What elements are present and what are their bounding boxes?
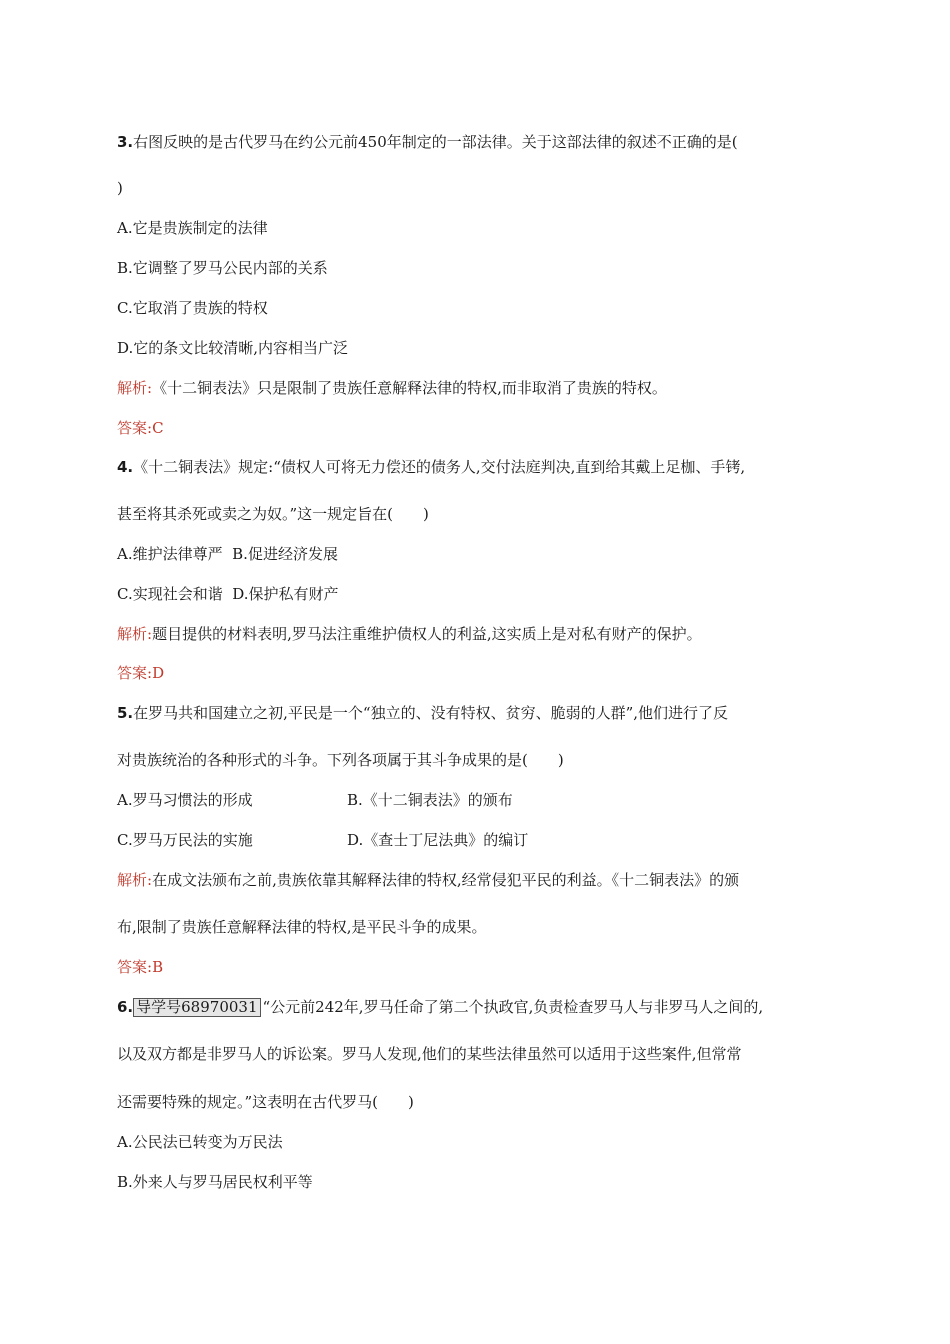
q3-option-c: C.它取消了贵族的特权 xyxy=(117,299,268,317)
q4-option-b: B.促进经济发展 xyxy=(232,545,338,563)
q6-stem-line1 xyxy=(117,997,763,1017)
q6-option-a: A.公民法已转变为万民法 xyxy=(117,1133,283,1151)
q6-stem-line3: 还需要特殊的规定。”这表明在古代罗马( ) xyxy=(117,1093,414,1111)
q4-answer-label: 答案: xyxy=(117,664,153,682)
q5-stem-text1: 在罗马共和国建立之初,平民是一个“独立的、没有特权、贫穷、脆弱的人群”,他们进行了反 xyxy=(133,704,729,722)
q5-option-d: D.《查士丁尼法典》的编订 xyxy=(347,831,529,849)
q5-options-row2 xyxy=(117,830,817,850)
q5-answer-label: 答案: xyxy=(117,958,153,976)
q3-analysis-label: 解析: xyxy=(117,379,153,397)
q5-option-a: A.罗马习惯法的形成 xyxy=(117,791,253,809)
q4-analysis-label: 解析: xyxy=(117,625,153,643)
q4-stem-line2: 甚至将其杀死或卖之为奴。”这一规定旨在( ) xyxy=(117,505,429,523)
q6-stem-line2: 以及双方都是非罗马人的诉讼案。罗马人发现,他们的某些法律虽然可以适用于这些案件,但常常 xyxy=(117,1045,742,1063)
q4-stem-line1 xyxy=(117,457,745,477)
q3-answer-value: C xyxy=(152,419,164,437)
q4-option-d: D.保护私有财产 xyxy=(232,585,339,603)
q5-answer xyxy=(117,957,163,977)
q3-analysis-text: 《十二铜表法》只是限制了贵族任意解释法律的特权,而非取消了贵族的特权。 xyxy=(152,379,667,397)
q3-stem-line2: ) xyxy=(117,179,123,197)
q6-number: 6. xyxy=(117,998,134,1016)
q4-analysis xyxy=(117,624,702,644)
q4-option-c: C.实现社会和谐 xyxy=(117,585,223,603)
q4-options-row1 xyxy=(117,544,338,564)
q5-options-row1 xyxy=(117,790,817,810)
q5-answer-value: B xyxy=(152,958,164,976)
q5-analysis-label: 解析: xyxy=(117,871,153,889)
q5-analysis-line2: 布,限制了贵族任意解释法律的特权,是平民斗争的成果。 xyxy=(117,918,487,936)
q3-stem-line1 xyxy=(117,132,738,152)
q5-analysis-line1 xyxy=(117,870,739,890)
q5-number: 5. xyxy=(117,704,134,722)
q3-analysis xyxy=(117,378,667,398)
q4-stem-text1: 《十二铜表法》规定:“债权人可将无力偿还的债务人,交付法庭判决,直到给其戴上足枷、手铐, xyxy=(133,458,746,476)
q4-answer xyxy=(117,663,164,683)
q5-analysis-text1: 在成文法颁布之前,贵族依靠其解释法律的特权,经常侵犯平民的利益。《十二铜表法》的颁 xyxy=(152,871,740,889)
q4-number: 4. xyxy=(117,458,134,476)
q6-option-b: B.外来人与罗马居民权利平等 xyxy=(117,1173,313,1191)
q5-option-b: B.《十二铜表法》的颁布 xyxy=(347,791,513,809)
q5-stem-line1 xyxy=(117,703,728,723)
q3-option-b: B.它调整了罗马公民内部的关系 xyxy=(117,259,328,277)
q4-analysis-text: 题目提供的材料表明,罗马法注重维护债权人的利益,这实质上是对私有财产的保护。 xyxy=(152,625,702,643)
q3-number: 3. xyxy=(117,133,134,151)
q5-option-c: C.罗马万民法的实施 xyxy=(117,831,253,849)
q4-options-row2 xyxy=(117,584,339,604)
q3-answer xyxy=(117,418,164,438)
q3-stem-text1: 右图反映的是古代罗马在约公元前450年制定的一部法律。关于这部法律的叙述不正确的是( xyxy=(133,133,738,151)
q6-stem-text1: “公元前242年,罗马任命了第二个执政官,负责检查罗马人与非罗马人之间的, xyxy=(262,998,764,1016)
q4-option-a: A.维护法律尊严 xyxy=(117,545,223,563)
q3-answer-label: 答案: xyxy=(117,419,153,437)
guide-number-tag: 导学号68970031 xyxy=(133,998,260,1017)
q3-option-a: A.它是贵族制定的法律 xyxy=(117,219,268,237)
q4-answer-value: D xyxy=(152,664,165,682)
q3-option-d: D.它的条文比较清晰,内容相当广泛 xyxy=(117,339,349,357)
q5-stem-line2: 对贵族统治的各种形式的斗争。下列各项属于其斗争成果的是( ) xyxy=(117,751,564,769)
